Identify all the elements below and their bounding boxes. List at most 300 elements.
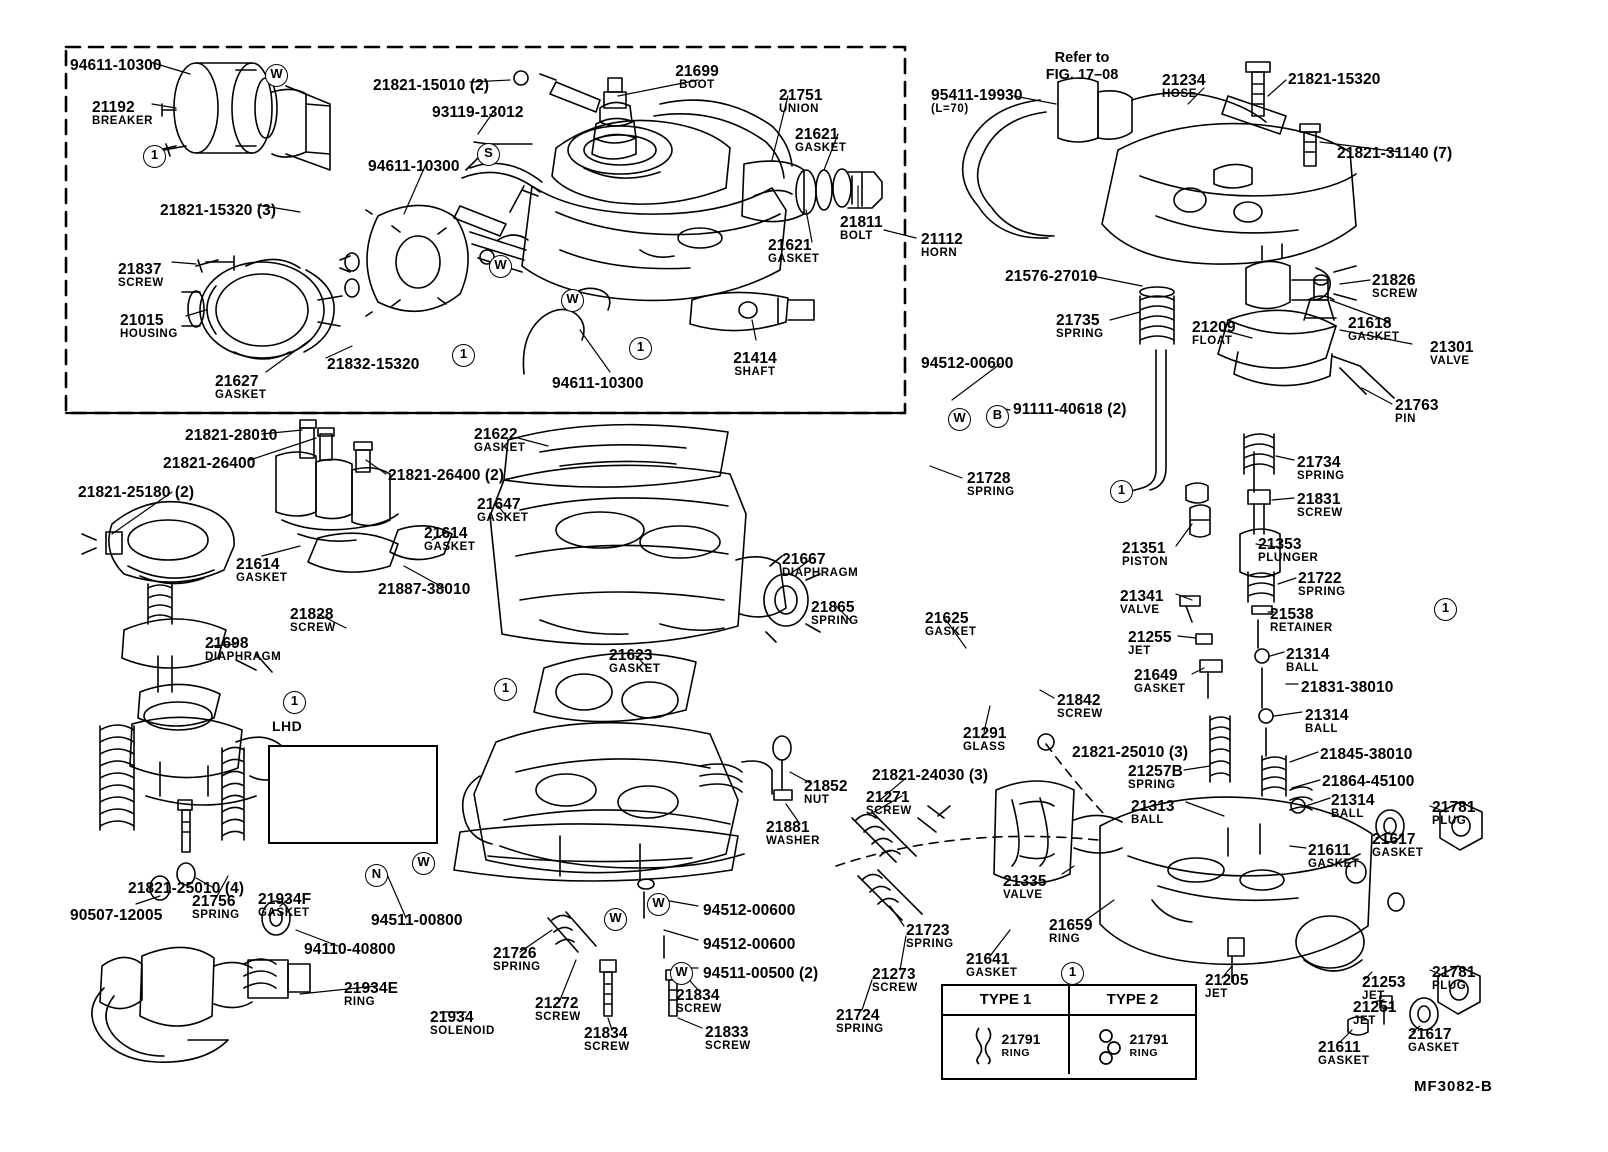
part-label [160, 203, 276, 219]
part-name: PIN [1395, 412, 1416, 425]
callout-bubble: W [561, 289, 584, 312]
part-number: 21647 [477, 496, 521, 513]
callout-bubble: W [265, 64, 288, 87]
callout-bubble: W [604, 908, 627, 931]
part-label [378, 582, 470, 598]
part-name: GASKET [1308, 857, 1360, 870]
part-number: 21314 [1286, 646, 1330, 663]
part-name: GASKET [609, 662, 661, 675]
part-number: 21257B [1128, 763, 1183, 780]
part-number: 21864-45100 [1322, 773, 1415, 790]
part-label [840, 215, 883, 243]
part-number: 94512-00600 [703, 902, 796, 919]
part-label [344, 981, 398, 1009]
part-label [872, 967, 918, 995]
callout-bubble: W [670, 962, 693, 985]
part-number: 21641 [966, 951, 1010, 968]
part-name: GASKET [215, 388, 267, 401]
part-label [118, 262, 164, 290]
part-label [1432, 965, 1476, 993]
part-name: SPRING [1056, 327, 1104, 340]
part-label [1301, 680, 1393, 696]
part-number: 21821-15010 (2) [373, 77, 490, 94]
legend-header-type1: TYPE 1 [943, 986, 1070, 1014]
part-label [493, 946, 541, 974]
part-name: BOOT [679, 78, 715, 91]
part-name: JET [1353, 1014, 1376, 1027]
part-label [1131, 799, 1175, 827]
part-name: DIAPHRAGM [782, 566, 859, 579]
callout-bubble: W [412, 852, 435, 875]
callout-bubble: 1 [1434, 598, 1457, 621]
part-name: HORN [921, 246, 958, 259]
part-name: VALVE [1120, 603, 1160, 616]
part-number: 21828 [290, 606, 334, 623]
part-name: RING [344, 995, 376, 1008]
part-label [1049, 918, 1093, 946]
part-name: GASKET [1372, 846, 1424, 859]
part-number: 93119-13012 [432, 104, 524, 121]
callout-bubble: W [647, 893, 670, 916]
part-number: 21728 [967, 470, 1011, 487]
part-name: PLUG [1432, 979, 1467, 992]
part-label [1353, 1000, 1397, 1028]
legend-body-row [943, 1016, 1195, 1074]
part-name: SOLENOID [430, 1024, 495, 1037]
part-label [1192, 320, 1236, 348]
ring-type2-icon [1097, 1024, 1123, 1066]
part-number: 21614 [236, 556, 280, 573]
callout-bubble: 1 [452, 344, 475, 367]
part-number: 21301 [1430, 339, 1474, 356]
part-number: 94611-10300 [368, 158, 460, 175]
part-label [733, 351, 777, 379]
legend-header-type2: TYPE 2 [1106, 991, 1159, 1008]
callout-bubble: W [948, 408, 971, 431]
part-name: SPRING [192, 908, 240, 921]
part-number: 21934 [430, 1009, 474, 1026]
part-label [675, 64, 719, 92]
callout-bubble: B [986, 405, 1009, 428]
part-number: 21698 [205, 635, 249, 652]
part-label [703, 937, 795, 953]
part-number: 21887-38010 [378, 581, 471, 598]
part-number: 21821-25010 (3) [1072, 744, 1189, 761]
part-label [1308, 843, 1360, 871]
part-label [921, 232, 963, 260]
part-label [1128, 630, 1172, 658]
part-name: SPRING [836, 1022, 884, 1035]
part-label [424, 526, 476, 554]
part-name: SCREW [866, 804, 912, 817]
part-name: SCREW [584, 1040, 630, 1053]
part-label [925, 611, 977, 639]
part-number: 21112 [921, 231, 963, 248]
part-number: 21831-38010 [1301, 679, 1394, 696]
part-label [258, 892, 311, 920]
legend-cell-type2 [1070, 1016, 1195, 1074]
part-label [120, 313, 178, 341]
legend-type2-part: 21791 RING [1129, 1031, 1169, 1059]
part-label [185, 428, 277, 444]
type-legend-table [941, 984, 1197, 1080]
part-number: 21253 [1362, 974, 1406, 991]
part-number: 21614 [424, 525, 468, 542]
part-label [766, 820, 820, 848]
part-name: SPRING [1128, 778, 1176, 791]
part-name: GASKET [1134, 682, 1186, 695]
part-label [474, 427, 526, 455]
part-name: RING [1049, 932, 1081, 945]
part-label [432, 105, 524, 121]
lhd-inset-box [268, 745, 438, 844]
part-label [535, 996, 581, 1024]
part-name: VALVE [1430, 354, 1470, 367]
part-label [1305, 708, 1349, 736]
part-number: 21821-28010 [185, 427, 278, 444]
part-number: 21314 [1305, 707, 1349, 724]
part-number: 21821-31140 (7) [1337, 145, 1453, 162]
callout-bubble: 1 [494, 678, 517, 701]
part-number: 21617 [1408, 1026, 1452, 1043]
callout-bubble: N [365, 864, 388, 887]
part-label [388, 468, 504, 484]
part-label [676, 988, 722, 1016]
part-label [609, 648, 661, 676]
part-label [78, 485, 194, 501]
part-name: (L=70) [931, 102, 969, 115]
part-number: 94512-00600 [703, 936, 796, 953]
callout-bubble: 1 [1061, 962, 1084, 985]
part-number: 21314 [1331, 792, 1375, 809]
part-number: 21722 [1298, 570, 1342, 587]
legend-type1-part: 21791 RING [1001, 1031, 1041, 1059]
part-label [70, 908, 162, 924]
part-name: GASKET [1348, 330, 1400, 343]
part-label [795, 127, 847, 155]
part-label [1322, 774, 1414, 790]
part-name: BALL [1331, 807, 1365, 820]
part-number: 21341 [1120, 588, 1164, 605]
part-name: FLOAT [1192, 334, 1233, 347]
part-label [373, 78, 489, 94]
part-label [866, 790, 912, 818]
part-number: 21576-27010 [1005, 268, 1098, 285]
part-label [1072, 745, 1188, 761]
part-name: BOLT [840, 229, 873, 242]
part-name: PLUNGER [1258, 551, 1319, 564]
part-name: SCREW [118, 276, 164, 289]
part-name: GASKET [258, 906, 310, 919]
part-name: GASKET [1318, 1054, 1370, 1067]
part-number: 21649 [1134, 667, 1178, 684]
part-name: RETAINER [1270, 621, 1333, 634]
part-name: HOSE [1162, 87, 1197, 100]
part-label [1432, 800, 1476, 828]
part-name: SCREW [290, 621, 336, 634]
part-number: 21538 [1270, 606, 1314, 623]
part-number: 94511-00800 [371, 912, 463, 929]
part-label [963, 726, 1007, 754]
callout-bubble: 1 [283, 691, 306, 714]
part-number: 21234 [1162, 72, 1206, 89]
part-label [1134, 668, 1186, 696]
part-number: 21617 [1372, 831, 1416, 848]
part-number: 21756 [192, 893, 236, 910]
part-number: 21621 [795, 126, 839, 143]
part-number: 21781 [1432, 799, 1476, 816]
part-label [163, 456, 255, 472]
part-label [1286, 647, 1330, 675]
legend-cell-type1 [943, 1016, 1070, 1074]
part-number: 21611 [1318, 1039, 1361, 1056]
part-label [128, 881, 244, 897]
part-label [703, 903, 795, 919]
part-name: JET [1362, 989, 1385, 1002]
part-label [236, 557, 288, 585]
part-number: 21335 [1003, 873, 1047, 890]
part-name: SPRING [811, 614, 859, 627]
part-number: 21627 [215, 373, 259, 390]
part-label [70, 58, 162, 74]
part-number: 21699 [675, 63, 719, 80]
part-label [921, 356, 1013, 372]
part-name: GASKET [966, 966, 1018, 979]
part-number: 21351 [1122, 540, 1166, 557]
part-number: 21621 [768, 237, 812, 254]
part-label [1337, 146, 1452, 162]
part-label [192, 894, 240, 922]
part-label [836, 1008, 884, 1036]
part-name: VALVE [1003, 888, 1043, 901]
part-number: 21821-24030 (3) [872, 767, 989, 784]
part-name: GASKET [795, 141, 847, 154]
callout-bubble: 1 [1110, 480, 1133, 503]
part-label [552, 376, 644, 392]
part-number: 21821-25180 (2) [78, 484, 195, 501]
legend-header-row [943, 986, 1195, 1016]
part-label [1162, 73, 1206, 101]
part-number: 21821-25010 (4) [128, 880, 245, 897]
part-label [1297, 492, 1343, 520]
part-label [1003, 874, 1047, 902]
part-name: DIAPHRAGM [205, 650, 282, 663]
part-name: SCREW [1057, 707, 1103, 720]
ring-type1-icon [971, 1024, 995, 1066]
part-number: 94512-00600 [921, 355, 1014, 372]
part-number: 21724 [836, 1007, 880, 1024]
part-label [1270, 607, 1333, 635]
part-label [768, 238, 820, 266]
part-number: 21845-38010 [1320, 746, 1413, 763]
part-label [205, 636, 281, 664]
part-label [703, 966, 818, 982]
sheet-code: MF3082-B [1414, 1078, 1493, 1095]
part-name: GASKET [236, 571, 288, 584]
part-name: SPRING [493, 960, 541, 973]
part-label [811, 600, 859, 628]
part-name: GASKET [424, 540, 476, 553]
part-name: SPRING [1297, 469, 1345, 482]
part-name: JET [1128, 644, 1151, 657]
part-label [1128, 764, 1183, 792]
part-name: WASHER [766, 834, 821, 847]
callout-bubble: W [489, 255, 512, 278]
part-name: NUT [804, 793, 830, 806]
part-number: 21625 [925, 610, 969, 627]
part-number: 21734 [1297, 454, 1341, 471]
part-label [782, 552, 858, 580]
part-label [1348, 316, 1400, 344]
part-number: 21865 [811, 599, 855, 616]
part-number: 94110-40800 [304, 941, 396, 958]
refer-to-note [1046, 50, 1119, 83]
part-number: 95411-19930 [931, 87, 1023, 104]
part-name: PLUG [1432, 814, 1467, 827]
part-number: 21659 [1049, 917, 1093, 934]
callout-bubble: 1 [143, 145, 166, 168]
part-number: 21623 [609, 647, 653, 664]
part-number: 21837 [118, 261, 162, 278]
part-number: 21255 [1128, 629, 1172, 646]
part-number: 21833 [705, 1024, 749, 1041]
part-number: 21205 [1205, 972, 1249, 989]
part-label [779, 88, 823, 116]
part-number: 21834 [676, 987, 720, 1004]
part-number: 21414 [733, 350, 777, 367]
part-number: 94511-00500 (2) [703, 965, 819, 982]
part-label [931, 88, 1023, 116]
part-label [1258, 537, 1318, 565]
part-label [1288, 72, 1380, 88]
part-label [966, 952, 1018, 980]
part-name: BALL [1131, 813, 1165, 826]
part-name: GASKET [925, 625, 977, 638]
part-name: HOUSING [120, 327, 178, 340]
part-number: 21763 [1395, 397, 1439, 414]
part-number: 21192 [92, 99, 135, 116]
part-number: 21751 [779, 87, 823, 104]
part-number: 94611-10300 [552, 375, 644, 392]
part-number: 21781 [1432, 964, 1476, 981]
part-label [1372, 832, 1424, 860]
part-name: GLASS [963, 740, 1006, 753]
part-name: SCREW [535, 1010, 581, 1023]
part-label [477, 497, 529, 525]
part-label [906, 923, 954, 951]
part-number: 21842 [1057, 692, 1101, 709]
part-number: 21826 [1372, 272, 1416, 289]
part-number: 21353 [1258, 536, 1302, 553]
part-number: 91111-40618 (2) [1013, 401, 1127, 418]
part-name: UNION [779, 102, 820, 115]
part-label [304, 942, 396, 958]
part-number: 21015 [120, 312, 164, 329]
part-name: SPRING [967, 485, 1015, 498]
part-number: 21934E [344, 980, 399, 997]
part-number: 94611-10300 [70, 57, 162, 74]
part-number: 21821-15320 [1288, 71, 1381, 88]
part-label [1056, 313, 1104, 341]
part-label [1395, 398, 1439, 426]
part-label [1120, 589, 1164, 617]
part-number: 21209 [1192, 319, 1236, 336]
part-label [1013, 402, 1127, 418]
part-label [92, 100, 153, 128]
part-label [430, 1010, 495, 1038]
part-label [1057, 693, 1103, 721]
part-name: SCREW [1297, 506, 1343, 519]
part-label [1408, 1027, 1460, 1055]
part-number: 21251 [1353, 999, 1397, 1016]
part-name: SPRING [906, 937, 954, 950]
part-label [371, 913, 463, 929]
part-number: 21821-15320 (3) [160, 202, 277, 219]
part-number: 21881 [766, 819, 810, 836]
part-label [1005, 269, 1097, 285]
part-name: GASKET [474, 441, 526, 454]
part-name: BREAKER [92, 114, 154, 127]
part-number: 21735 [1056, 312, 1100, 329]
part-label [872, 768, 988, 784]
part-number: 21273 [872, 966, 916, 983]
part-number: 21611 [1308, 842, 1351, 859]
part-number: 21723 [906, 922, 950, 939]
part-label [215, 374, 267, 402]
part-name: SPRING [1298, 585, 1346, 598]
part-number: 21834 [584, 1025, 628, 1042]
part-name: GASKET [477, 511, 529, 524]
part-number: 21831 [1297, 491, 1341, 508]
part-name: GASKET [768, 252, 820, 265]
part-number: 21726 [493, 945, 537, 962]
part-label [967, 471, 1015, 499]
part-name: PISTON [1122, 555, 1169, 568]
part-label [1331, 793, 1375, 821]
part-label [290, 607, 336, 635]
part-label [705, 1025, 751, 1053]
lhd-inset-label: LHD [272, 718, 303, 734]
part-number: 21622 [474, 426, 518, 443]
part-number: 21821-26400 (2) [388, 467, 505, 484]
part-label [1205, 973, 1249, 1001]
refer-line-1: Refer to [1054, 50, 1110, 66]
part-number: 90507-12005 [70, 907, 163, 924]
part-name: SCREW [1372, 287, 1418, 300]
part-number: 21667 [782, 551, 826, 568]
part-name: BALL [1286, 661, 1320, 674]
part-name: SHAFT [734, 365, 776, 378]
part-number: 21811 [840, 214, 883, 231]
part-label [1297, 455, 1345, 483]
part-name: SCREW [705, 1039, 751, 1052]
part-number: 21291 [963, 725, 1007, 742]
part-label [1320, 747, 1412, 763]
part-label [368, 159, 460, 175]
part-number: 21934F [258, 891, 312, 908]
part-number: 21271 [866, 789, 910, 806]
part-name: GASKET [1408, 1041, 1460, 1054]
part-label [1372, 273, 1418, 301]
part-number: 21852 [804, 778, 848, 795]
part-label [1430, 340, 1474, 368]
part-label [1318, 1040, 1370, 1068]
part-name: JET [1205, 987, 1228, 1000]
part-name: BALL [1305, 722, 1339, 735]
callout-bubble: 1 [629, 337, 652, 360]
part-number: 21821-26400 [163, 455, 256, 472]
part-label [584, 1026, 630, 1054]
